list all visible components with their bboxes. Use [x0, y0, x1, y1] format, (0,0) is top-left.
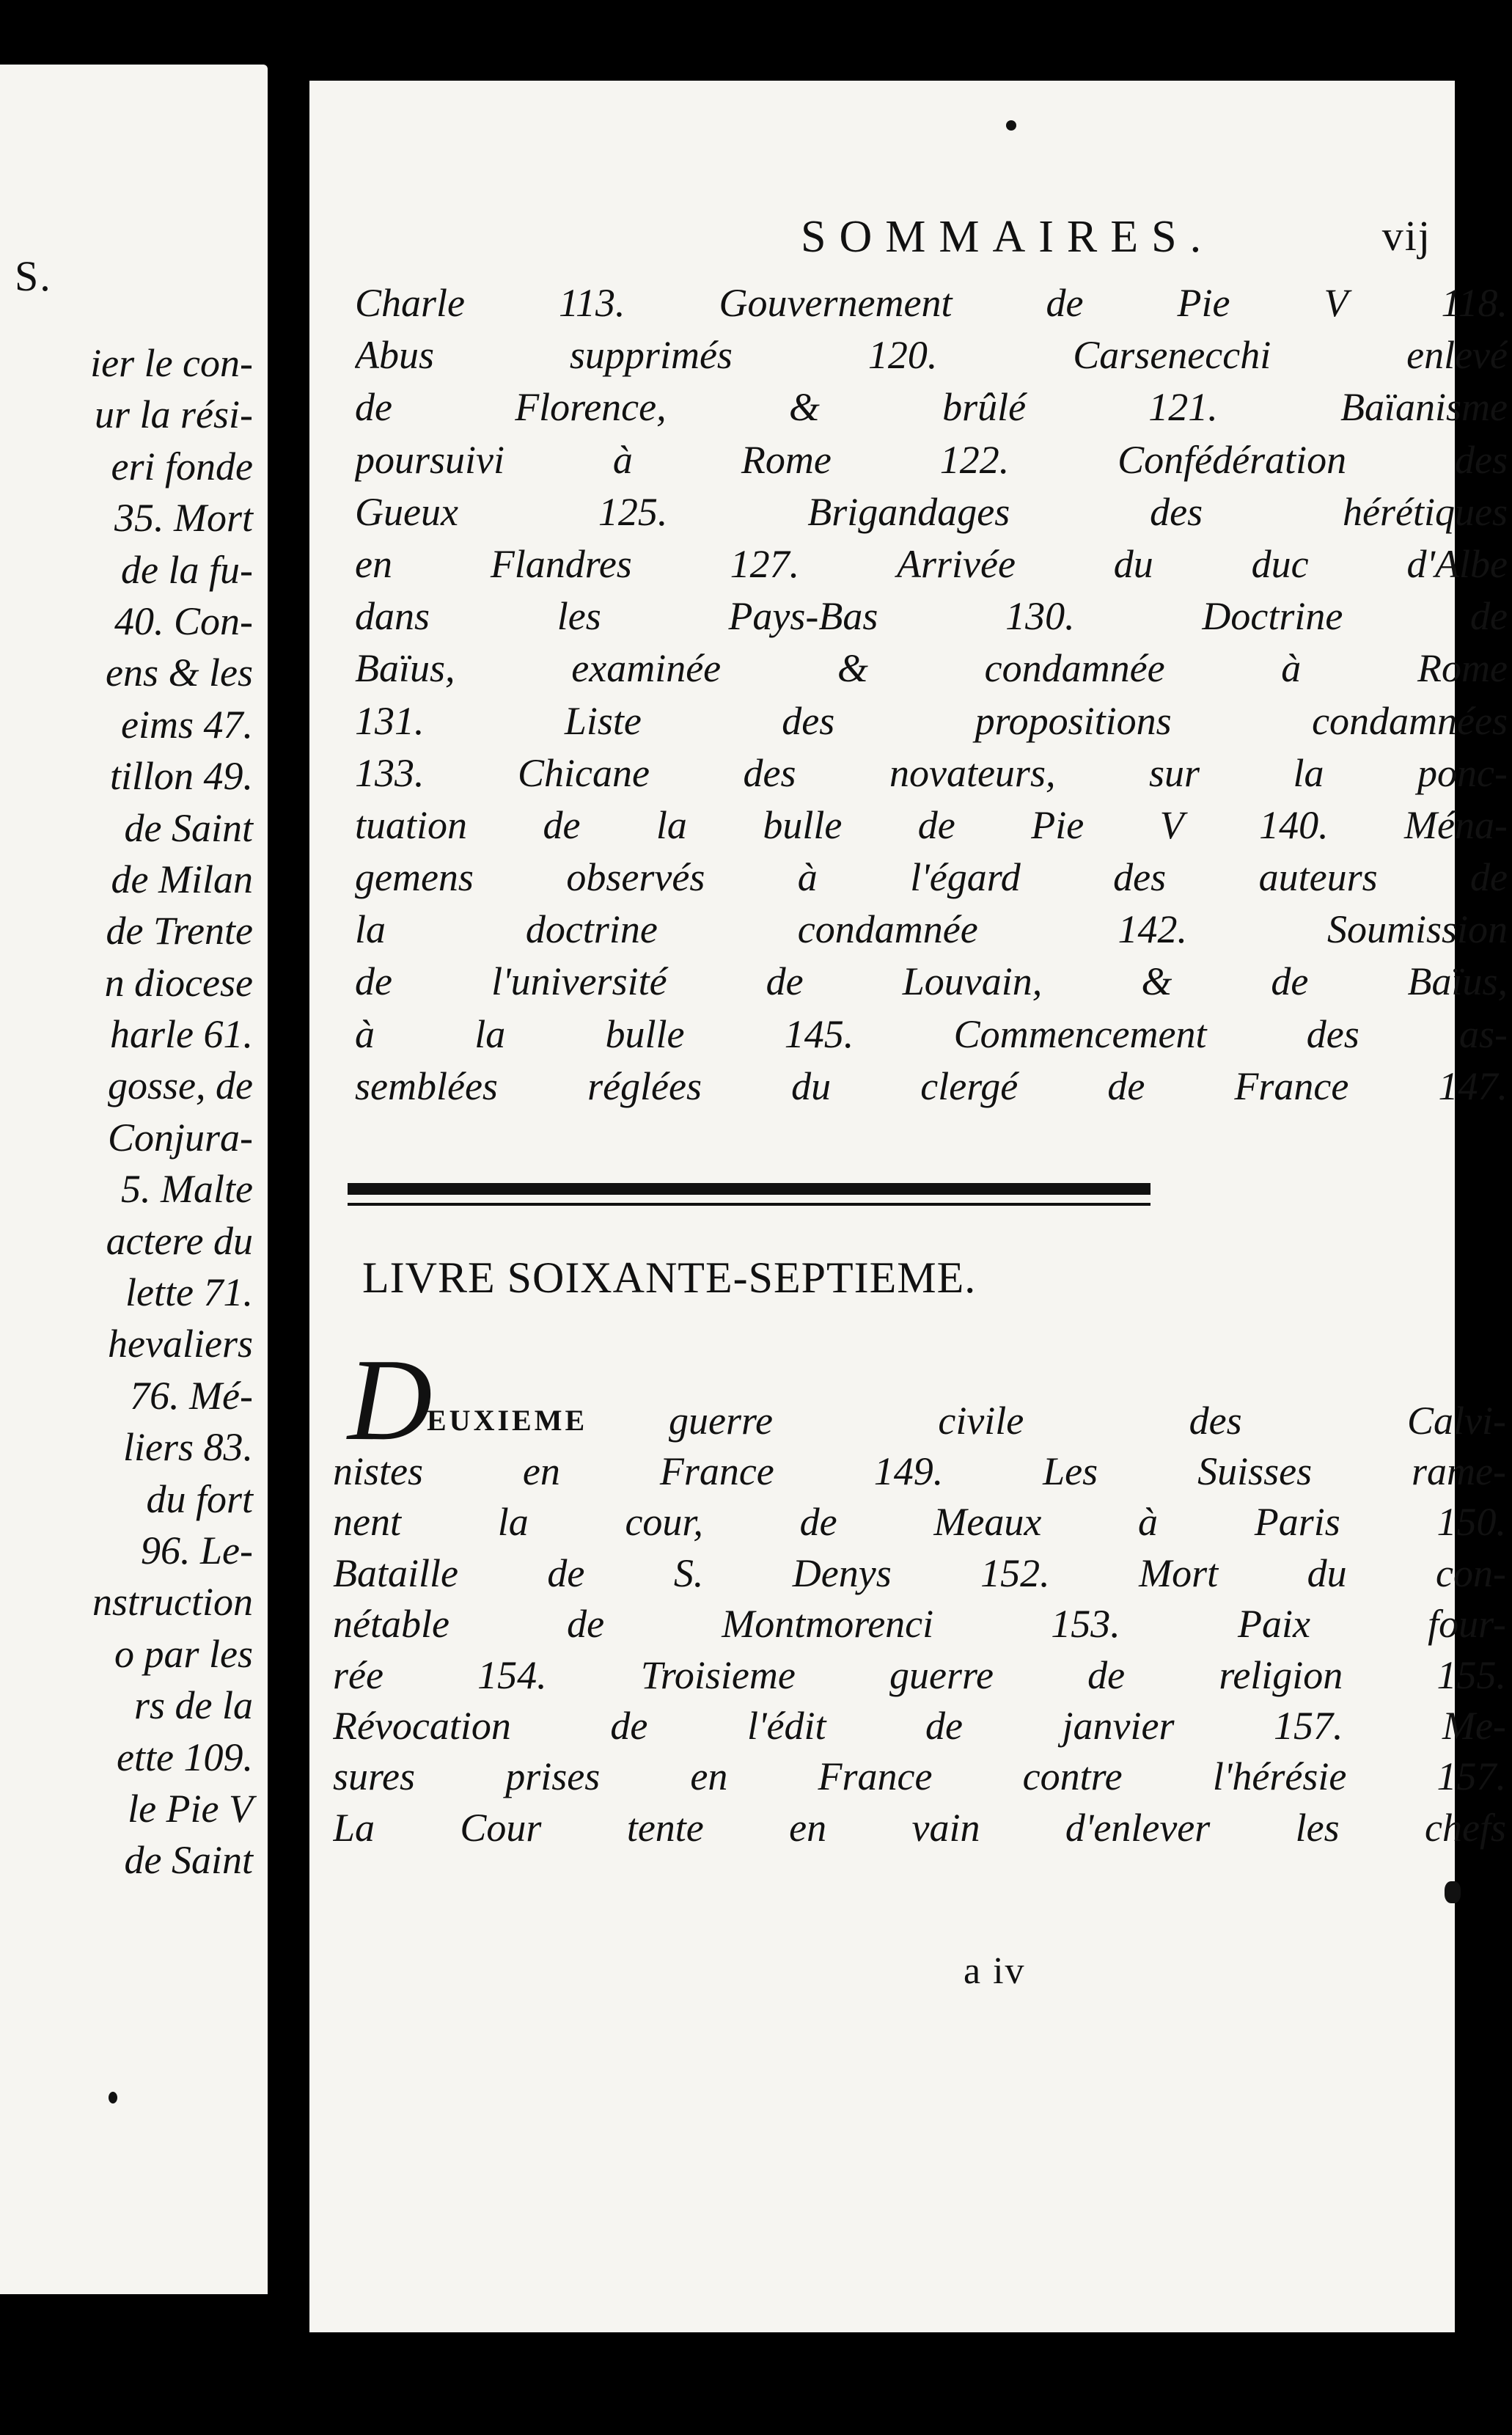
summary-line: de l'université de Louvain, & de Baïus,	[355, 959, 1508, 1004]
text-line: nstruction	[92, 1580, 253, 1625]
running-title: SOMMAIRES.	[801, 212, 1215, 262]
first-line-rest: guerre civile des Calvi-	[669, 1399, 1506, 1443]
text-line: eims 47.	[121, 702, 253, 747]
text-line: 35. Mort	[114, 496, 253, 541]
summary-line: nistes en France 149. Les Suisses rame-	[333, 1449, 1506, 1493]
summary-line: 133. Chicane des novateurs, sur la ponc-	[355, 750, 1508, 795]
drop-cap: D	[348, 1334, 433, 1465]
summary-line: nétable de Montmorenci 153. Paix four-	[333, 1602, 1506, 1647]
text-line: de Milan	[111, 857, 253, 901]
section-divider-thick	[348, 1183, 1150, 1195]
ink-spot	[109, 2092, 117, 2103]
text-line: du fort	[146, 1476, 253, 1521]
section-divider-thin	[348, 1203, 1150, 1206]
left-page-text	[0, 337, 253, 1886]
summary-line: gemens observés à l'égard des auteurs de	[355, 855, 1508, 900]
text-line: 40. Con-	[114, 598, 253, 643]
text-line: liers 83.	[122, 1425, 253, 1470]
summary-line: rée 154. Troisieme guerre de religion 155.	[333, 1652, 1506, 1697]
summary-line: dans les Pays-Bas 130. Doctrine de	[355, 594, 1508, 639]
chapter-summary	[355, 277, 1508, 1113]
page-number: vij	[1381, 212, 1431, 260]
left-page-header-fragment: S.	[15, 252, 52, 300]
text-line: lette 71.	[125, 1270, 253, 1315]
text-line: ens & les	[106, 651, 253, 695]
summary-line: Abus supprimés 120. Carsenecchi enlevé	[355, 333, 1508, 378]
summary-line: nent la cour, de Meaux à Paris 150.	[333, 1500, 1506, 1545]
text-line: de Trente	[106, 909, 253, 953]
text-line: 76. Mé-	[130, 1373, 253, 1418]
text-line: eri fonde	[111, 444, 253, 488]
text-line: n diocese	[104, 960, 253, 1005]
text-line: ette 109.	[117, 1735, 253, 1779]
summary-line: Bataille de S. Denys 152. Mort du con-	[333, 1550, 1506, 1595]
text-line: Conjura-	[107, 1115, 253, 1160]
book-title: LIVRE SOIXANTE-SEPTIEME.	[362, 1253, 977, 1302]
summary-line: 131. Liste des propositions condamnées	[355, 698, 1508, 743]
summary-line: en Flandres 127. Arrivée du duc d'Albe	[355, 541, 1508, 586]
summary-line: Baïus, examinée & condamnée à Rome	[355, 646, 1508, 691]
text-line: de Saint	[124, 805, 253, 850]
first-word-small-caps: EUXIEME	[427, 1404, 588, 1437]
text-line: harle 61.	[110, 1012, 253, 1057]
book-summary	[333, 1446, 1506, 1853]
summary-line: La Cour tente en vain d'enlever les chefs	[333, 1805, 1506, 1850]
summary-line: la doctrine condamnée 142. Soumission	[355, 907, 1508, 952]
text-line: de la fu-	[121, 547, 253, 592]
text-line: tillon 49.	[109, 754, 253, 799]
text-line: ur la rési-	[95, 392, 253, 437]
ink-spot	[1445, 1881, 1461, 1903]
ink-spot	[1006, 120, 1016, 131]
summary-line: Charle 113. Gouvernement de Pie V 118.	[355, 281, 1508, 325]
text-line: gosse, de	[108, 1063, 253, 1108]
left-page	[0, 65, 268, 2294]
page-header	[485, 211, 1431, 277]
text-line: o par les	[114, 1631, 253, 1676]
summary-line: Révocation de l'édit de janvier 157. Me-	[333, 1703, 1506, 1748]
text-line: 5. Malte	[121, 1167, 253, 1212]
summary-line: à la bulle 145. Commencement des as-	[355, 1011, 1508, 1056]
summary-line: poursuivi à Rome 122. Confédération des	[355, 437, 1508, 482]
text-line: ier le con-	[90, 341, 253, 385]
summary-line: tuation de la bulle de Pie V 140. Ména-	[355, 802, 1508, 847]
summary-line: sures prises en France contre l'hérésie 157.	[333, 1754, 1506, 1799]
text-line: de Saint	[124, 1838, 253, 1883]
catchword-signature: a iv	[964, 1950, 1026, 1992]
summary-line: Gueux 125. Brigandages des hérétiques	[355, 489, 1508, 534]
summary-line: semblées réglées du clergé de France 147.	[355, 1063, 1508, 1108]
summary-line: de Florence, & brûlé 121. Baïanisme	[355, 385, 1508, 430]
text-line: rs de la	[134, 1683, 253, 1728]
text-line: 96. Le-	[141, 1528, 253, 1572]
text-line: hevaliers	[108, 1322, 253, 1366]
right-page	[309, 81, 1508, 2332]
text-line: le Pie V	[128, 1786, 253, 1831]
text-line: actere du	[106, 1218, 253, 1263]
